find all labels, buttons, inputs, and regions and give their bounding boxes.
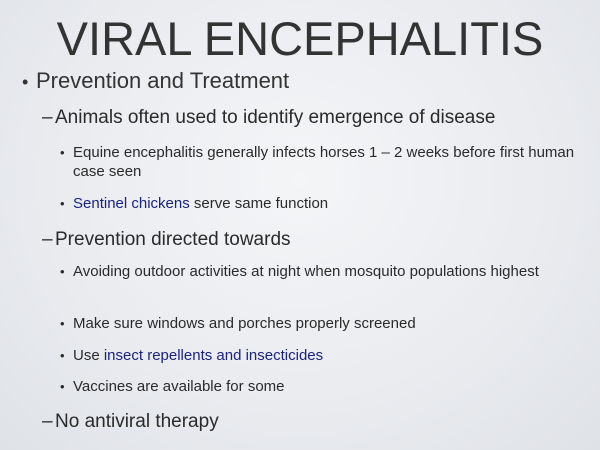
list-item-text: Avoiding outdoor activities at night when mosquito populations highest xyxy=(73,263,539,280)
list-item-text: Use xyxy=(73,347,104,364)
main-bullet-text: Prevention and Treatment xyxy=(36,68,290,93)
list-item-text: serve same function xyxy=(189,195,329,212)
highlighted-term: insect repellents and insecticides xyxy=(103,347,324,364)
bullet-dot-icon: • xyxy=(60,145,65,160)
bullet-dot-icon: • xyxy=(22,72,29,92)
dash-icon: – xyxy=(42,229,53,250)
list-item xyxy=(60,194,580,213)
dash-icon: – xyxy=(42,411,53,432)
list-item-text: Vaccines are available for some xyxy=(73,378,285,395)
section-heading-text: No antiviral therapy xyxy=(55,411,219,432)
list-item-text: Make sure windows and porches properly screened xyxy=(73,315,416,332)
bullet-dot-icon: • xyxy=(60,316,65,331)
list-item xyxy=(60,346,580,365)
slide-title: VIRAL ENCEPHALITIS xyxy=(56,12,544,65)
section-heading-text: Animals often used to identify emergence of disease xyxy=(55,107,496,128)
bullet-dot-icon: • xyxy=(60,348,65,363)
section-heading-animals xyxy=(42,106,495,130)
section-heading-text: Prevention directed towards xyxy=(55,229,291,250)
dash-icon: – xyxy=(42,107,53,128)
bullet-dot-icon: • xyxy=(60,196,65,211)
list-item xyxy=(60,143,580,181)
highlighted-term: Sentinel chickens xyxy=(73,195,190,212)
section-heading-antiviral xyxy=(42,410,219,434)
list-item xyxy=(60,377,580,396)
main-bullet xyxy=(22,68,289,95)
list-item xyxy=(60,314,580,333)
list-item xyxy=(60,262,580,281)
bullet-dot-icon: • xyxy=(60,264,65,279)
section-heading-prevention xyxy=(42,228,291,252)
list-item-text: Equine encephalitis generally infects horses 1 – 2 weeks before first human case seen xyxy=(73,144,575,180)
bullet-dot-icon: • xyxy=(60,379,65,394)
